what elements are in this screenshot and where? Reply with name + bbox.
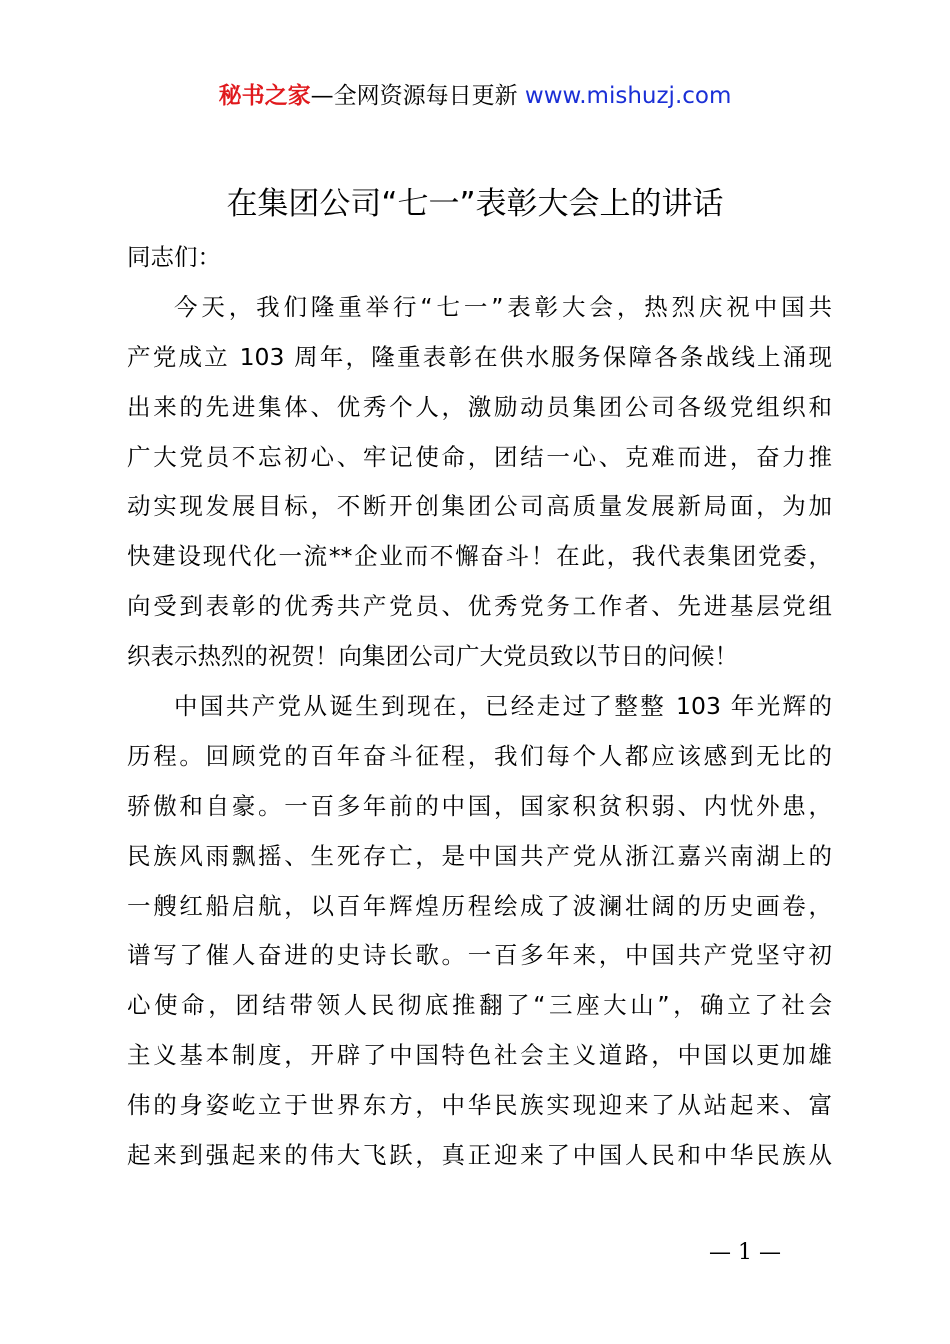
paragraph-2: [127, 682, 832, 1181]
paragraph-line: 广大党员不忘初心、牢记使命，团结一心、克难而进，奋力推: [127, 442, 832, 471]
site-slogan: —全网资源每日更新: [310, 83, 518, 109]
paragraph-line: 伟的身姿屹立于世界东方，中华民族实现迎来了从站起来、富: [127, 1091, 832, 1120]
paragraph-line: 起来到强起来的伟大飞跃，真正迎来了中国人民和中华民族从: [127, 1141, 832, 1170]
brand-name: 秘书之家: [218, 83, 311, 109]
paragraph-line: 谱写了催人奋进的史诗长歌。一百多年来，中国共产党坚守初: [127, 941, 832, 970]
paragraph-line: 快建设现代化一流**企业而不懈奋斗！在此，我代表集团党委，: [127, 542, 832, 571]
paragraph-line: 出来的先进集体、优秀个人，激励动员集团公司各级党组织和: [127, 392, 832, 421]
paragraph-line: 产党成立 103 周年，隆重表彰在供水服务保障各条战线上涌现: [127, 342, 832, 371]
paragraph-line: 骄傲和自豪。一百多年前的中国，国家积贫积弱、内忧外患，: [127, 791, 832, 820]
page-number: — 1 —: [709, 1240, 781, 1265]
site-header: [0, 80, 950, 112]
paragraph-line: 一艘红船启航，以百年辉煌历程绘成了波澜壮阔的历史画卷，: [127, 891, 832, 920]
document-title: 在集团公司“七一”表彰大会上的讲话: [226, 186, 724, 222]
paragraph-line: 主义基本制度，开辟了中国特色社会主义道路，中国以更加雄: [127, 1041, 832, 1070]
paragraph-line: 中国共产党从诞生到现在，已经走过了整整 103 年光辉的: [174, 692, 832, 721]
paragraph-1: [127, 283, 832, 682]
salutation: 同志们：: [127, 243, 221, 271]
paragraph-line: 向受到表彰的优秀共产党员、优秀党务工作者、先进基层党组: [127, 592, 832, 621]
paragraph-line: 民族风雨飘摇、生死存亡，是中国共产党从浙江嘉兴南湖上的: [127, 841, 832, 870]
paragraph-line: 动实现发展目标，不断开创集团公司高质量发展新局面，为加: [127, 492, 832, 521]
site-url-link[interactable]: www.mishuzj.com: [524, 83, 732, 109]
paragraph-line: 心使命，团结带领人民彻底推翻了“三座大山”，确立了社会: [127, 991, 832, 1020]
document-body: [127, 233, 832, 1181]
paragraph-line: 历程。回顾党的百年奋斗征程，我们每个人都应该感到无比的: [127, 741, 832, 770]
paragraph-line: 今天，我们隆重举行“七一”表彰大会，热烈庆祝中国共: [174, 292, 832, 321]
paragraph-line: 织表示热烈的祝贺！向集团公司广大党员致以节日的问候！: [127, 642, 738, 671]
